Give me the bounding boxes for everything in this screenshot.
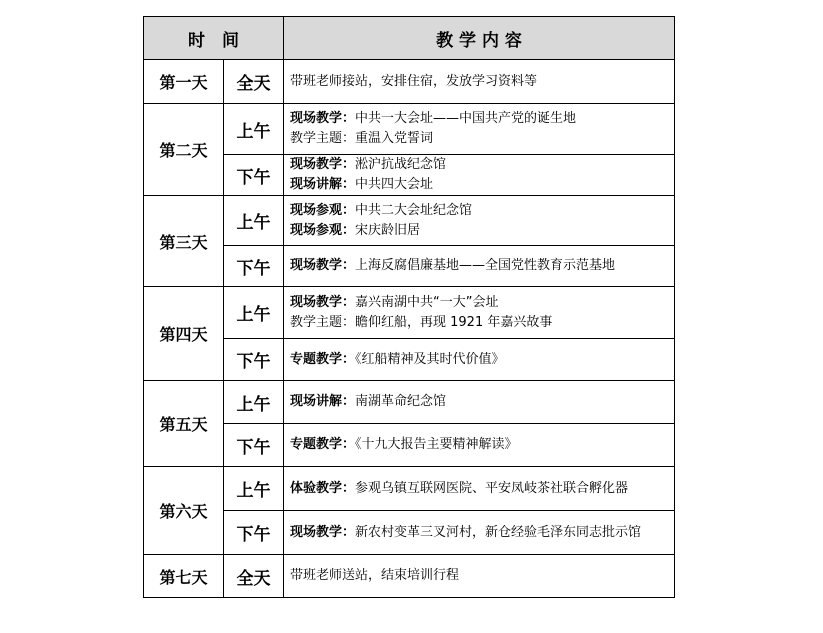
content-line <box>290 523 674 543</box>
session-content <box>284 555 675 598</box>
session-content <box>284 246 675 287</box>
content-line <box>290 175 674 195</box>
content-line <box>290 392 674 412</box>
period-label: 下午 <box>224 155 284 196</box>
content-line <box>290 566 674 586</box>
activity-type-label: 现场教学： <box>290 524 356 540</box>
day-label: 第一天 <box>144 60 224 104</box>
content-line <box>290 129 674 149</box>
activity-type-label: 专题教学： <box>290 351 356 367</box>
period-label: 上午 <box>224 196 284 246</box>
activity-type-label: 现场教学： <box>290 258 356 273</box>
activity-text: 南湖革命纪念馆 <box>355 394 447 409</box>
session-content <box>284 467 675 511</box>
activity-text: 新农村变革三叉河村，新仓经验毛泽东同志批示馆 <box>355 524 642 540</box>
activity-text: 中共二大会址纪念馆 <box>355 202 473 218</box>
table-row <box>144 555 675 598</box>
period-label: 上午 <box>224 287 284 339</box>
activity-text: 教学主题：瞻仰红船，再现 1921 年嘉兴故事 <box>290 314 553 330</box>
period-label: 下午 <box>224 511 284 555</box>
content-line <box>290 313 674 333</box>
table-row <box>144 60 675 104</box>
table-row <box>144 467 675 511</box>
content-line <box>290 201 674 221</box>
period-label: 下午 <box>224 246 284 287</box>
session-content <box>284 511 675 555</box>
schedule-body <box>144 60 675 598</box>
period-label: 上午 <box>224 104 284 155</box>
session-content <box>284 424 675 467</box>
content-line <box>290 293 674 313</box>
activity-text: 《十九大报告主要精神解读》 <box>355 437 518 452</box>
table-row <box>144 196 675 246</box>
activity-type-label: 专题教学： <box>290 437 356 452</box>
day-label: 第二天 <box>144 104 224 196</box>
activity-type-label: 现场教学： <box>290 157 356 172</box>
session-content <box>284 155 675 196</box>
activity-text: 宋庆龄旧居 <box>355 222 421 238</box>
content-line <box>290 155 674 175</box>
period-label: 上午 <box>224 467 284 511</box>
activity-type-label: 现场教学： <box>290 294 356 310</box>
session-content <box>284 339 675 381</box>
day-label: 第五天 <box>144 381 224 467</box>
content-line <box>290 221 674 241</box>
table-row <box>144 381 675 424</box>
activity-type-label: 现场参观： <box>290 222 356 238</box>
activity-type-label: 现场参观： <box>290 202 356 218</box>
activity-text: 带班老师接站，安排住宿，发放学习资料等 <box>290 73 538 89</box>
session-content <box>284 287 675 339</box>
activity-text: 中共一大会址——中国共产党的诞生地 <box>355 111 577 126</box>
activity-text: 淞沪抗战纪念馆 <box>355 157 447 172</box>
day-label: 第六天 <box>144 467 224 555</box>
day-label: 第七天 <box>144 555 224 598</box>
activity-text: 中共四大会址 <box>355 177 434 192</box>
period-label: 下午 <box>224 424 284 467</box>
activity-type-label: 现场教学： <box>290 111 356 126</box>
session-content <box>284 104 675 155</box>
day-label: 第三天 <box>144 196 224 287</box>
header-time: 时 间 <box>144 17 284 60</box>
table-row <box>144 511 675 555</box>
table-row <box>144 424 675 467</box>
header-content: 教 学 内 容 <box>284 17 675 60</box>
activity-text: 教学主题：重温入党誓词 <box>290 131 434 146</box>
period-label: 全天 <box>224 60 284 104</box>
activity-type-label: 体验教学： <box>290 480 356 496</box>
content-line <box>290 72 674 92</box>
activity-text: 上海反腐倡廉基地——全国党性教育示范基地 <box>355 258 616 273</box>
session-content <box>284 381 675 424</box>
table-row <box>144 339 675 381</box>
activity-text: 《红船精神及其时代价值》 <box>355 351 505 367</box>
content-line <box>290 109 674 129</box>
content-line <box>290 435 674 455</box>
table-row <box>144 155 675 196</box>
activity-type-label: 现场讲解： <box>290 177 356 192</box>
period-label: 全天 <box>224 555 284 598</box>
table-row <box>144 246 675 287</box>
session-content <box>284 60 675 104</box>
activity-type-label: 现场讲解： <box>290 394 356 409</box>
session-content <box>284 196 675 246</box>
content-line <box>290 350 674 370</box>
header-row <box>144 17 675 60</box>
period-label: 上午 <box>224 381 284 424</box>
schedule-table <box>143 16 675 598</box>
table-row <box>144 287 675 339</box>
content-line <box>290 479 674 499</box>
table-row <box>144 104 675 155</box>
period-label: 下午 <box>224 339 284 381</box>
activity-text: 带班老师送站，结束培训行程 <box>290 568 460 583</box>
day-label: 第四天 <box>144 287 224 381</box>
activity-text: 嘉兴南湖中共“一大”会址 <box>355 294 499 310</box>
content-line <box>290 256 674 276</box>
activity-text: 参观乌镇互联网医院、平安凤岐茶社联合孵化器 <box>355 480 629 496</box>
